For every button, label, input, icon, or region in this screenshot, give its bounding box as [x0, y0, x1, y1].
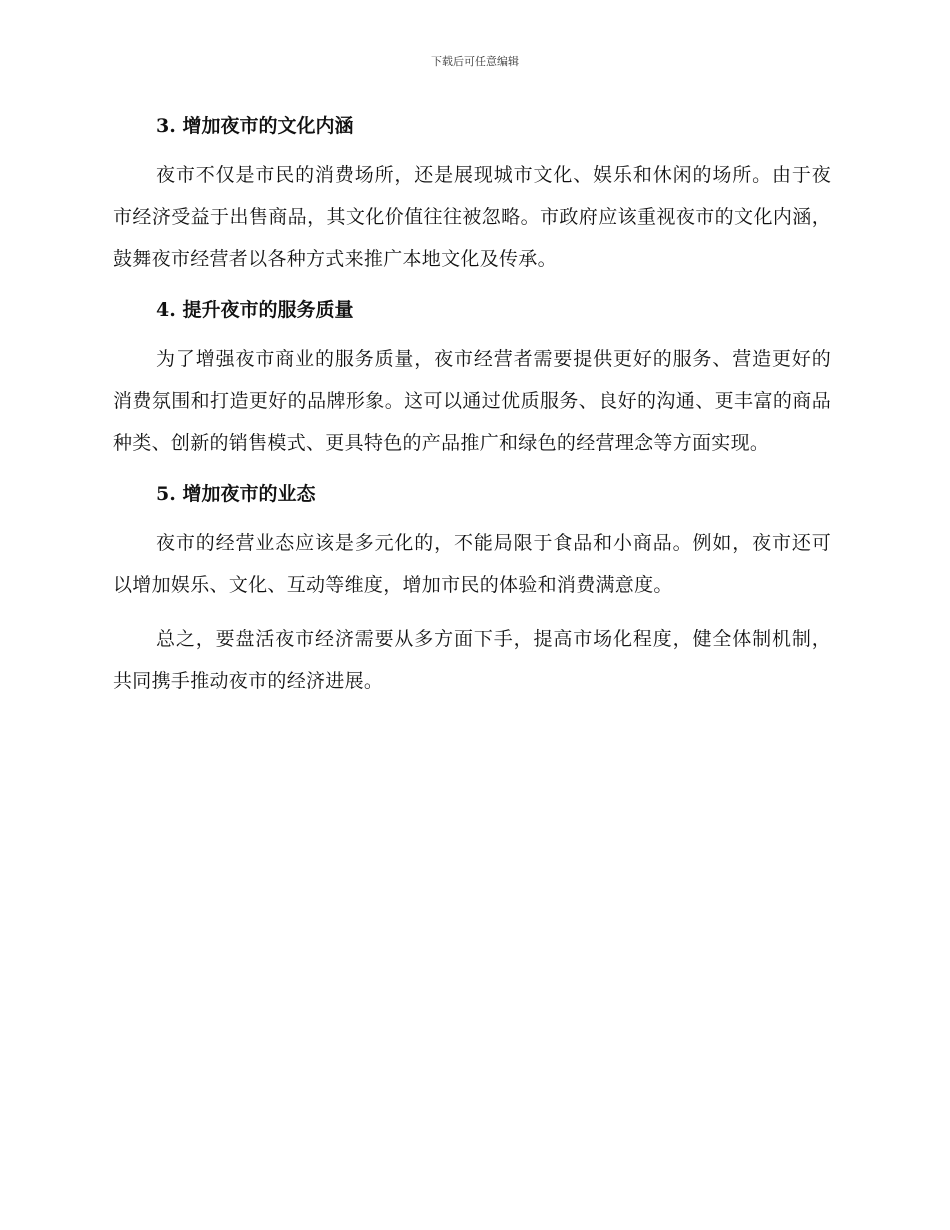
section-paragraph-3: 夜市不仅是市民的消费场所，还是展现城市文化、娱乐和休闲的场所。由于夜市经济受益于出售商品，其文化价值往往被忽略。市政府应该重视夜市的文化内涵，鼓舞夜市经营者以各种方式来推广本地文化及传承。 — [113, 164, 831, 270]
section-heading-5: 5. 增加夜市的业态 — [156, 483, 316, 505]
section-heading-3: 3. 增加夜市的文化内涵 — [156, 115, 354, 137]
section-heading-4: 4. 提升夜市的服务质量 — [156, 299, 354, 321]
conclusion-paragraph: 总之，要盘活夜市经济需要从多方面下手，提高市场化程度，健全体制机制，共同携手推动夜市的经济进展。 — [113, 628, 831, 692]
section-paragraph-4: 为了增强夜市商业的服务质量，夜市经营者需要提供更好的服务、营造更好的消费氛围和打造更好的品牌形象。这可以通过优质服务、良好的沟通、更丰富的商品种类、创新的销售模式、更具特色的产品推广和绿色的经营理念等方面实现。 — [113, 348, 831, 454]
section-paragraph-5: 夜市的经营业态应该是多元化的，不能局限于食品和小商品。例如，夜市还可以增加娱乐、文化、互动等维度，增加市民的体验和消费满意度。 — [113, 532, 831, 596]
page-header-note: 下载后可任意编辑 — [431, 55, 519, 68]
document-body — [113, 112, 831, 714]
